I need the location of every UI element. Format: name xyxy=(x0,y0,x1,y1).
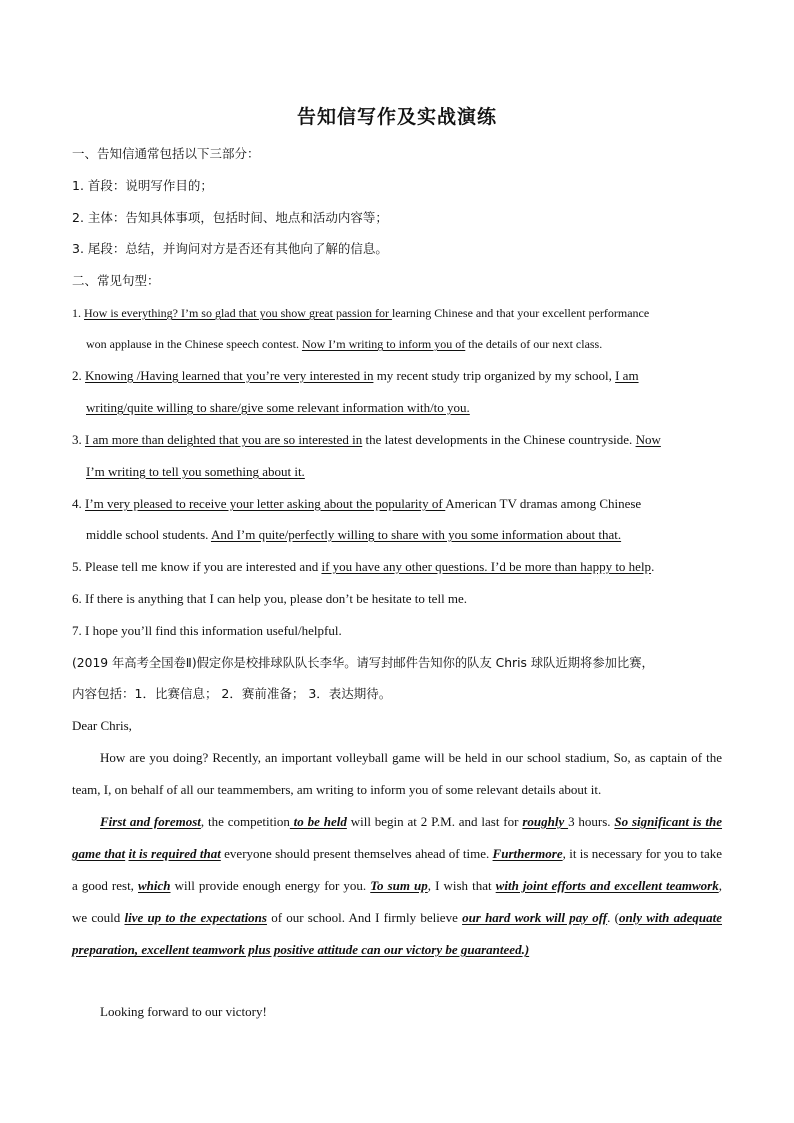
section2-heading: 二、常见句型： xyxy=(72,273,160,288)
paragraph-text: , it is necessary for you to take a good rest, xyxy=(72,846,722,893)
key-phrase: our hard work will pay off xyxy=(462,910,608,925)
sentence-3-line-2 xyxy=(86,464,305,480)
paragraph-text: , we could xyxy=(72,878,722,925)
paragraph-text: of our school. And I firmly believe xyxy=(266,910,463,925)
sentence-7: 7. I hope you’ll find this information useful/helpful. xyxy=(72,623,342,638)
sentence-phrase: How is everything? I’m so glad that you show great passion for xyxy=(84,306,392,320)
sentence-text: my recent study trip organized by my school, xyxy=(373,368,616,383)
key-phrase: live up to the expectations xyxy=(124,910,267,925)
sentence-number: 4. xyxy=(72,496,85,511)
sentence-phrase: Now xyxy=(635,432,661,447)
sentence-number: 1. xyxy=(72,306,84,320)
key-phrase: only with adequate preparation, excellent teamwork plus positive attitude can our victory be guaranteed.) xyxy=(72,910,722,957)
paragraph-text: How are you doing? Recently, an important volleyball game will be held in our school stadium, So, as captain of the team, I, on behalf of all our teammembers, am writing to inform you of some relevant details about it. xyxy=(72,750,722,797)
sentence-text: the latest developments in the Chinese countryside. xyxy=(362,432,636,447)
paragraph-text: . ( xyxy=(607,910,619,925)
letter-paragraph-2 xyxy=(72,806,722,966)
paragraph-text: everyone should present themselves ahead of time. xyxy=(220,846,493,861)
sentence-1-line-1 xyxy=(72,305,649,321)
paragraph-text: 3 hours. xyxy=(568,814,615,829)
sentence-text: the details of our next class. xyxy=(465,337,603,351)
sentence-phrase: Knowing /Having learned that you’re very interested in xyxy=(85,368,374,383)
sentence-phrase: I’m very pleased to receive your letter asking about the popularity of xyxy=(85,496,446,511)
letter-closing: Looking forward to our victory! xyxy=(100,1004,267,1019)
sentence-phrase: And I’m quite/perfectly willing to share with you some information about that. xyxy=(210,527,622,542)
sentence-number: 3. xyxy=(72,432,85,447)
sentence-phrase: I am more than delighted that you are so interested in xyxy=(85,432,363,447)
sentence-number: 2. xyxy=(72,368,85,383)
paragraph-text: , I wish that xyxy=(427,878,496,893)
sentence-phrase: writing/quite willing to share/give some relevant information with/to you. xyxy=(86,400,470,415)
sentence-5 xyxy=(72,559,654,575)
task-prompt-line-2: 内容包括：1．比赛信息； 2．赛前准备； 3．表达期待。 xyxy=(72,686,392,701)
sentence-text: 5. Please tell me know if you are interested and xyxy=(72,559,322,574)
section1-item-2: 2. 主体：告知具体事项，包括时间、地点和活动内容等； xyxy=(72,210,388,225)
sentence-4-line-2 xyxy=(86,527,621,543)
sentence-2-line-1 xyxy=(72,368,639,384)
sentence-phrase: I am xyxy=(615,368,639,383)
section1-item-3: 3. 尾段：总结，并询问对方是否还有其他向了解的信息。 xyxy=(72,241,388,256)
sentence-6: 6. If there is anything that I can help you, please don’t be hesitate to tell me. xyxy=(72,591,468,606)
letter-paragraph-1 xyxy=(72,742,722,806)
sentence-3-line-1 xyxy=(72,432,661,448)
paragraph-text: , the competition xyxy=(200,814,290,829)
paragraph-text: will provide enough energy for you. xyxy=(170,878,371,893)
key-phrase: to be held xyxy=(289,814,347,829)
task-prompt-line-1: (2019 年高考全国卷Ⅱ)假定你是校排球队队长李华。请写封邮件告知你的队友 Chris 球队近期将参加比赛， xyxy=(72,656,654,670)
page-title: 告知信写作及实战演练 xyxy=(296,106,497,128)
sentence-text: learning Chinese and that your excellent performance xyxy=(391,306,650,320)
section1-item-1: 1. 首段：说明写作目的； xyxy=(72,178,213,193)
sentence-phrase: Now I’m writing to inform you of xyxy=(301,337,466,351)
letter-greeting: Dear Chris, xyxy=(72,718,132,733)
key-phrase: First and foremost xyxy=(100,814,201,829)
sentence-phrase: I’m writing to tell you something about it. xyxy=(86,464,305,479)
sentence-1-line-2 xyxy=(86,336,602,352)
key-phrase: So significant is the game that xyxy=(72,814,723,861)
sentence-text: . xyxy=(651,559,655,574)
key-phrase: Furthermore xyxy=(492,846,563,861)
sentence-text: middle school students. xyxy=(86,527,211,542)
sentence-4-line-1 xyxy=(72,496,641,512)
key-phrase: which xyxy=(138,878,171,893)
sentence-2-line-2 xyxy=(86,400,470,416)
key-phrase: with joint efforts and excellent teamwork xyxy=(495,878,719,893)
paragraph-text: will begin at 2 P.M. and last for xyxy=(346,814,523,829)
key-phrase: it is required that xyxy=(128,846,221,861)
sentence-text: won applause in the Chinese speech contest. xyxy=(86,337,302,351)
key-phrase: roughly xyxy=(522,814,569,829)
sentence-phrase: if you have any other questions. I’d be more than happy to help xyxy=(321,559,652,574)
sentence-text: American TV dramas among Chinese xyxy=(445,496,642,511)
section1-heading: 一、告知信通常包括以下三部分： xyxy=(72,146,260,161)
key-phrase: To sum up xyxy=(370,878,428,893)
